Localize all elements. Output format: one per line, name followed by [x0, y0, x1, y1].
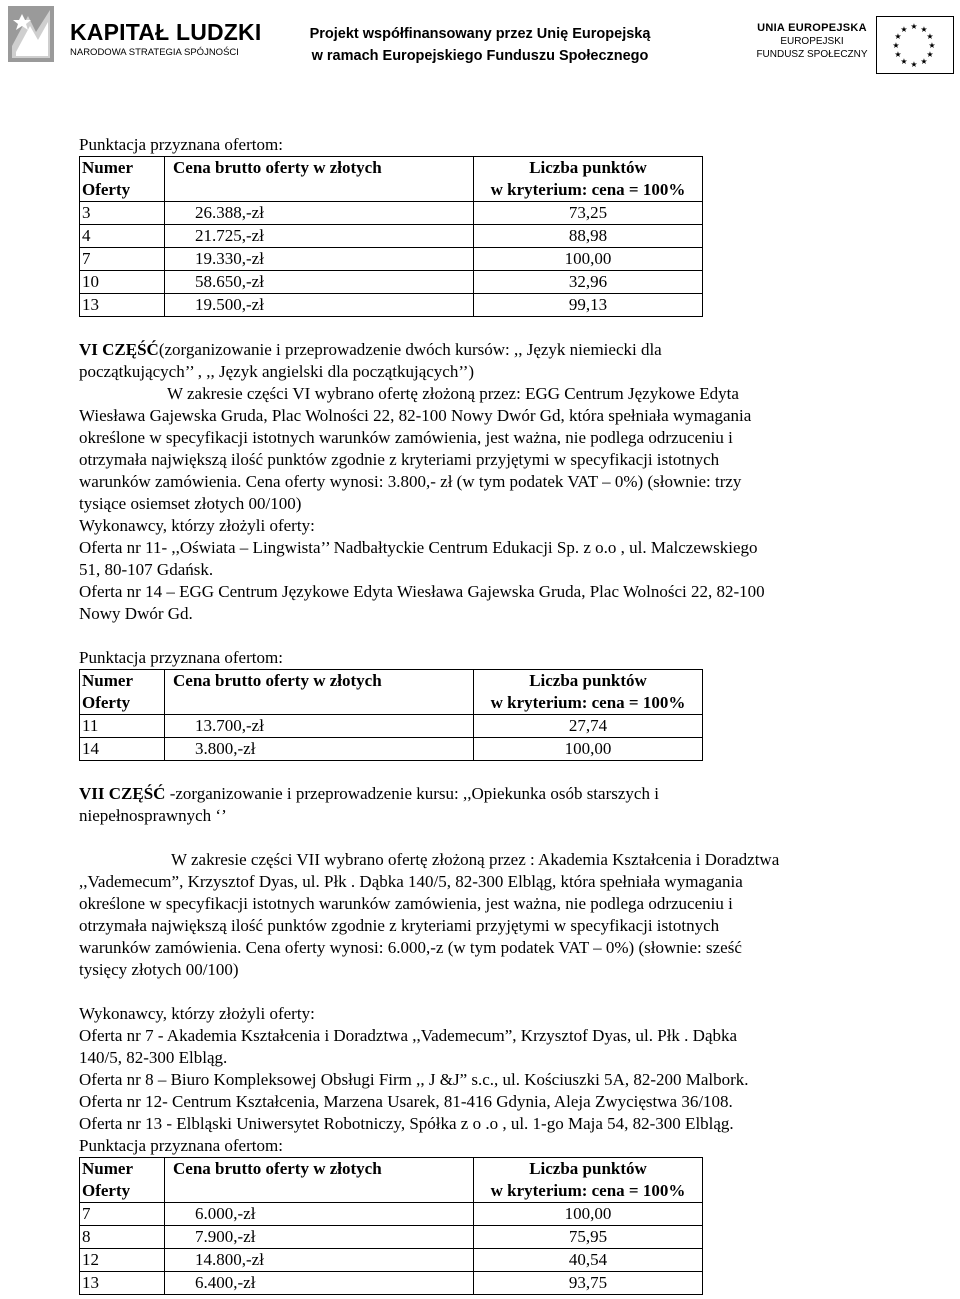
section-6-line: Wykonawcy, którzy złożyli oferty: [79, 516, 315, 535]
table-row: 8 7.900,-zł 75,95 [80, 1226, 703, 1249]
section-7-bidder-line: 140/5, 82-300 Elbląg. [79, 1048, 228, 1067]
section-7-line: określone w specyfikacji istotnych warunków zamówienia, jest ważna, nie podlega odrzuceniu i [79, 894, 733, 913]
svg-text:★: ★ [900, 25, 908, 34]
section-6-line: Oferta nr 14 – EGG Centrum Językowe Edyta Wiesława Gajewska Gruda, Plac Wolności 22, 82-100 [79, 582, 765, 601]
table-header-row [80, 157, 703, 202]
eu-line-2: EUROPEJSKI [780, 36, 844, 47]
section-6-line: warunków zamówienia. Cena oferty wynosi: 3.800,- zł (w tym podatek VAT – 0%) (słownie: trzy [79, 472, 742, 491]
document-body [79, 134, 879, 1295]
svg-text:★: ★ [910, 60, 918, 69]
section-7-line: otrzymała największą ilość punktów zgodnie z kryteriami przyjętymi w specyfikacji istotnych [79, 916, 720, 935]
svg-text:★: ★ [920, 57, 928, 66]
svg-text:★: ★ [910, 22, 918, 31]
section-6-line: Oferta nr 11- ,,Oświata – Lingwista’’ Nadbałtyckie Centrum Edukacji Sp. z o.o , ul. Malczewskiego [79, 538, 758, 557]
section-6-heading: VI CZĘŚĆ(zorganizowanie i przeprowadzenie dwóch kursów: ,, Język niemiecki dla [79, 340, 662, 359]
table-row: 7 19.330,-zł 100,00 [80, 248, 703, 271]
table-row: 14 3.800,-zł 100,00 [80, 738, 703, 761]
header-cell-number: Numer Oferty [80, 1158, 165, 1203]
section-6-line: określone w specyfikacji istotnych warunków zamówienia, jest ważna, nie podlega odrzuceniu i [79, 428, 733, 447]
svg-text:★: ★ [920, 25, 928, 34]
project-funding-text [300, 23, 660, 67]
section-7-bidder-line: Oferta nr 13 - Elbląski Uniwersytet Robotniczy, Spółka z o .o , ul. 1-go Maja 54, 82-300 Elbląg. [79, 1114, 734, 1133]
header-cell-price: Cena brutto oferty w złotych [165, 670, 474, 715]
svg-text:★: ★ [928, 41, 936, 50]
punktacja-label: Punktacja przyznana ofertom: [79, 1136, 283, 1155]
section-7-line: W zakresie części VII wybrano ofertę złożoną przez : Akademia Kształcenia i Doradztwa [171, 850, 780, 869]
svg-text:★: ★ [900, 57, 908, 66]
table-row: 7 6.000,-zł 100,00 [80, 1203, 703, 1226]
eu-line-1: UNIA EUROPEJSKA [757, 22, 867, 34]
table-row: 13 19.500,-zł 99,13 [80, 294, 703, 317]
svg-text:★: ★ [926, 32, 934, 41]
eu-stars-icon [877, 17, 952, 72]
score-table-1 [79, 156, 703, 317]
table-header-row [80, 1158, 703, 1203]
punktacja-label: Punktacja przyznana ofertom: [79, 648, 283, 667]
project-line-1: Projekt współfinansowany przez Unię Europejską [309, 26, 651, 42]
section-7-bidder-line: Oferta nr 7 - Akademia Kształcenia i Doradztwa ,,Vademecum”, Krzysztof Dyas, ul. Płk . Dąbka [79, 1026, 738, 1045]
kapital-ludzki-logo [8, 6, 262, 68]
svg-text:★: ★ [894, 50, 902, 59]
table-row: 11 13.700,-zł 27,74 [80, 715, 703, 738]
eu-text-block [752, 22, 872, 61]
kapital-ludzki-emblem-icon [8, 6, 54, 62]
table-row: 13 6.400,-zł 93,75 [80, 1272, 703, 1295]
section-7-line: warunków zamówienia. Cena oferty wynosi: 6.000,-z (w tym podatek VAT – 0%) (słownie: sześć [79, 938, 742, 957]
score-table-6 [79, 669, 703, 761]
page-header [0, 0, 960, 80]
header-cell-price: Cena brutto oferty w złotych [165, 157, 474, 202]
section-7-line: tysięcy złotych 00/100) [79, 960, 239, 979]
section-6-line: 51, 80-107 Gdańsk. [79, 560, 214, 579]
header-cell-points: Liczba punktów w kryterium: cena = 100% [474, 1158, 703, 1203]
section-6-line: otrzymała największą ilość punktów zgodnie z kryteriami przyjętymi w specyfikacji istotnych [79, 450, 720, 469]
table-row: 12 14.800,-zł 40,54 [80, 1249, 703, 1272]
eu-line-3: FUNDUSZ SPOŁECZNY [756, 49, 868, 60]
section-7-bidder-line: Wykonawcy, którzy złożyli oferty: [79, 1004, 315, 1023]
table-header-row [80, 670, 703, 715]
section-6-line: tysiące osiemset złotych 00/100) [79, 494, 302, 513]
svg-text:★: ★ [892, 41, 900, 50]
svg-text:★: ★ [926, 50, 934, 59]
table-row: 4 21.725,-zł 88,98 [80, 225, 703, 248]
section-6-line: W zakresie części VI wybrano ofertę złożoną przez: EGG Centrum Językowe Edyta [167, 384, 739, 403]
header-cell-price: Cena brutto oferty w złotych [165, 1158, 474, 1203]
eu-flag-icon [876, 16, 954, 74]
kapital-ludzki-title: KAPITAŁ LUDZKI [70, 19, 262, 45]
section-6-line: Wiesława Gajewska Gruda, Plac Wolności 22, 82-100 Nowy Dwór Gd, która spełniała wymagania [79, 406, 752, 425]
section-6-heading-cont: początkujących’’ , ,, Język angielski dla początkujących’’) [79, 362, 475, 381]
section-7-bidder-line: Oferta nr 12- Centrum Kształcenia, Marzena Usarek, 81-416 Gdynia, Aleja Zwycięstwa 36/108. [79, 1092, 733, 1111]
section-7-bidder-line: Oferta nr 8 – Biuro Kompleksowej Obsługi Firm ,, J &J” s.c., ul. Kościuszki 5A, 82-200 Malbork. [79, 1070, 749, 1089]
section-7-heading: VII CZĘŚĆ -zorganizowanie i przeprowadzenie kursu: ,,Opiekunka osób starszych i [79, 784, 659, 803]
header-cell-points: Liczba punktów w kryterium: cena = 100% [474, 157, 703, 202]
project-line-2: w ramach Europejskiego Funduszu Społecznego [311, 48, 649, 64]
header-cell-number: Numer Oferty [80, 670, 165, 715]
header-cell-points: Liczba punktów w kryterium: cena = 100% [474, 670, 703, 715]
section-7-heading-cont: niepełnosprawnych ‘’ [79, 806, 227, 825]
table-row: 10 58.650,-zł 32,96 [80, 271, 703, 294]
section-6-line: Nowy Dwór Gd. [79, 604, 193, 623]
kapital-ludzki-subtitle: NARODOWA STRATEGIA SPÓJNOŚCI [70, 47, 239, 58]
svg-text:★: ★ [894, 32, 902, 41]
section-7-line: ,,Vademecum”, Krzysztof Dyas, ul. Płk . Dąbka 140/5, 82-300 Elbląg, która spełniała wymagania [79, 872, 743, 891]
score-table-7 [79, 1157, 703, 1295]
header-cell-number: Numer Oferty [80, 157, 165, 202]
punktacja-label: Punktacja przyznana ofertom: [79, 135, 283, 154]
table-row: 3 26.388,-zł 73,25 [80, 202, 703, 225]
